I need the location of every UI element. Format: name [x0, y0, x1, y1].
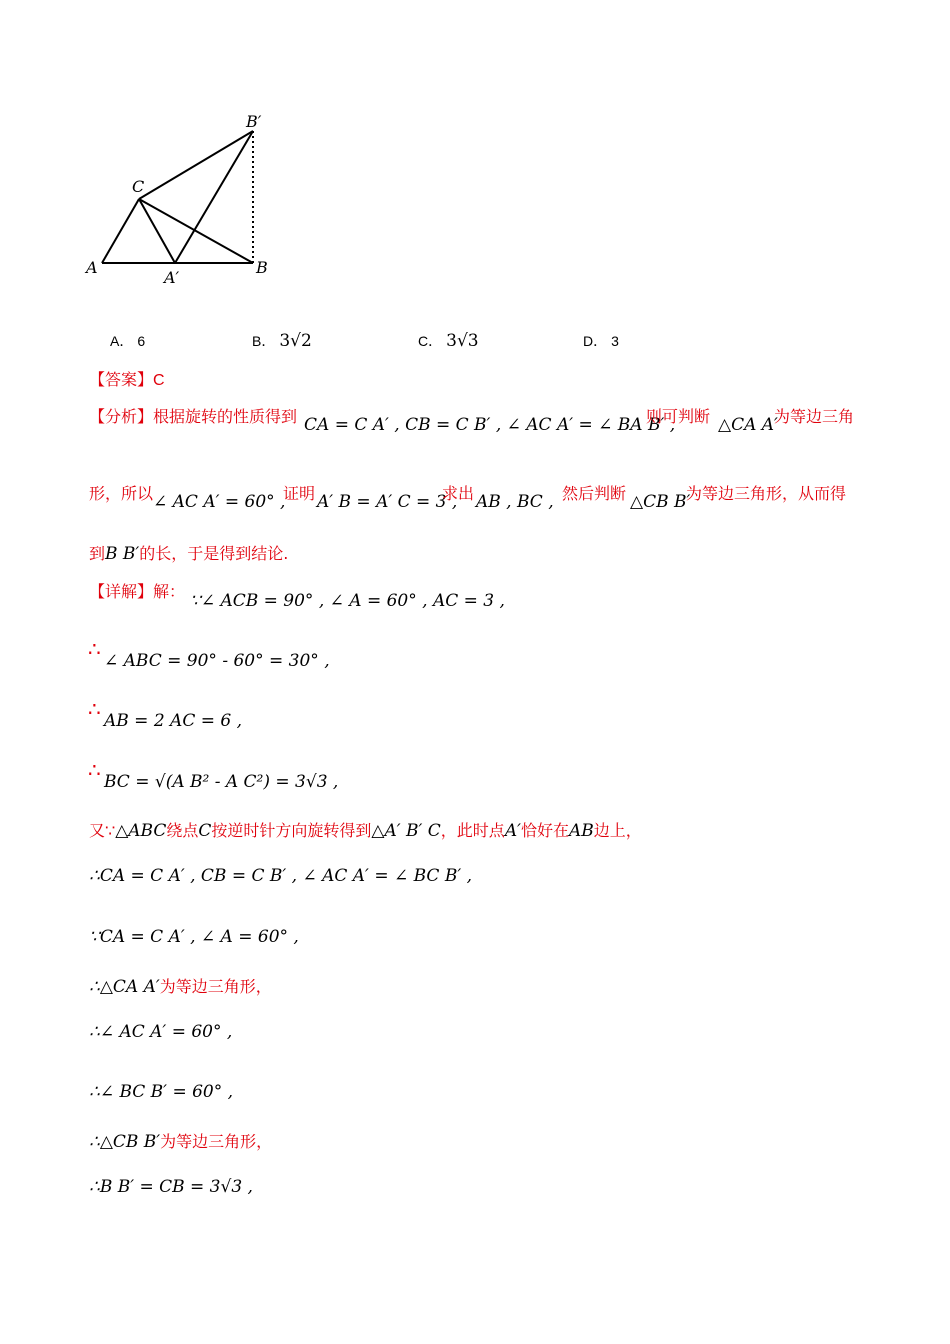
segment-A-prime-B-prime	[175, 131, 253, 263]
option-c[interactable]: C． 3√3	[418, 331, 479, 351]
label-B-prime: B′	[246, 112, 262, 131]
detail-step-4: BC = √(A B² - A C²) = 3√3 ,	[104, 772, 339, 792]
analysis-text-1b: 则可判断	[646, 407, 711, 426]
detail-step-6: ∴CA = C A′ , CB = C B′ , ∠ AC A′ = ∠ BC B′ ,	[89, 866, 472, 886]
label-A: A	[86, 258, 98, 277]
analysis-math-2: ∠ AC A′ = 60° ,	[153, 492, 286, 512]
analysis-text-2c: 求出	[442, 484, 475, 503]
analysis-math-1b: △CA A′	[718, 415, 778, 435]
option-a[interactable]: A． 6	[110, 333, 146, 349]
therefore-3: ∴	[88, 758, 101, 782]
answer-line: 【答案】C	[89, 370, 165, 389]
analysis-line-1: 【分析】根据旋转的性质得到	[89, 407, 298, 426]
segment-AC	[102, 199, 139, 263]
analysis-text-2: 形，所以	[89, 484, 154, 503]
analysis-math-2b: A′ B = A′ C = 3 ,	[317, 492, 458, 512]
detail-step-7: ∵CA = C A′ , ∠ A = 60° ,	[89, 927, 299, 947]
analysis-math-2d: △CB B′	[630, 492, 691, 512]
analysis-math-2c: AB , BC ,	[476, 492, 554, 512]
geometry-figure	[80, 105, 290, 295]
analysis-text-2d: 然后判断	[562, 484, 627, 503]
analysis-text-2b: 证明	[283, 484, 316, 503]
analysis-math-1: CA = C A′ , CB = C B′ , ∠ AC A′ = ∠ BA B′ ,	[304, 415, 676, 435]
segment-CB-prime	[139, 131, 253, 199]
detail-step-1: ∵∠ ACB = 90° , ∠ A = 60° , AC = 3 ,	[190, 591, 505, 611]
detail-step-10: ∴∠ BC B′ = 60° ,	[89, 1082, 234, 1102]
therefore-1: ∴	[88, 637, 101, 661]
detail-step-8: ∴△CA A′为等边三角形，	[89, 977, 272, 997]
detail-step-12: ∴B B′ = CB = 3√3 ,	[89, 1177, 253, 1197]
label-C: C	[132, 177, 145, 196]
detail-step-9: ∴∠ AC A′ = 60° ,	[89, 1022, 233, 1042]
option-b[interactable]: B． 3√2	[252, 331, 312, 351]
detail-step-3: AB = 2 AC = 6 ,	[104, 711, 243, 731]
option-d[interactable]: D． 3	[583, 333, 619, 349]
detail-label: 【详解】解：	[89, 582, 186, 601]
analysis-text-1c: 为等边三角	[774, 407, 855, 426]
analysis-line-3: 到B B′的长，于是得到结论.	[89, 544, 289, 564]
detail-step-11: ∴△CB B′为等边三角形，	[89, 1132, 273, 1152]
label-A-prime: A′	[164, 268, 180, 287]
analysis-text-2e: 为等边三角形，从而得	[686, 484, 847, 503]
detail-step-5: 又∵△ABC绕点C按逆时针方向旋转得到△A′ B′ C，此时点A′恰好在AB边上，	[89, 821, 642, 841]
therefore-2: ∴	[88, 697, 101, 721]
label-B: B	[256, 258, 268, 277]
detail-step-2: ∠ ABC = 90° - 60° = 30° ,	[104, 651, 330, 671]
